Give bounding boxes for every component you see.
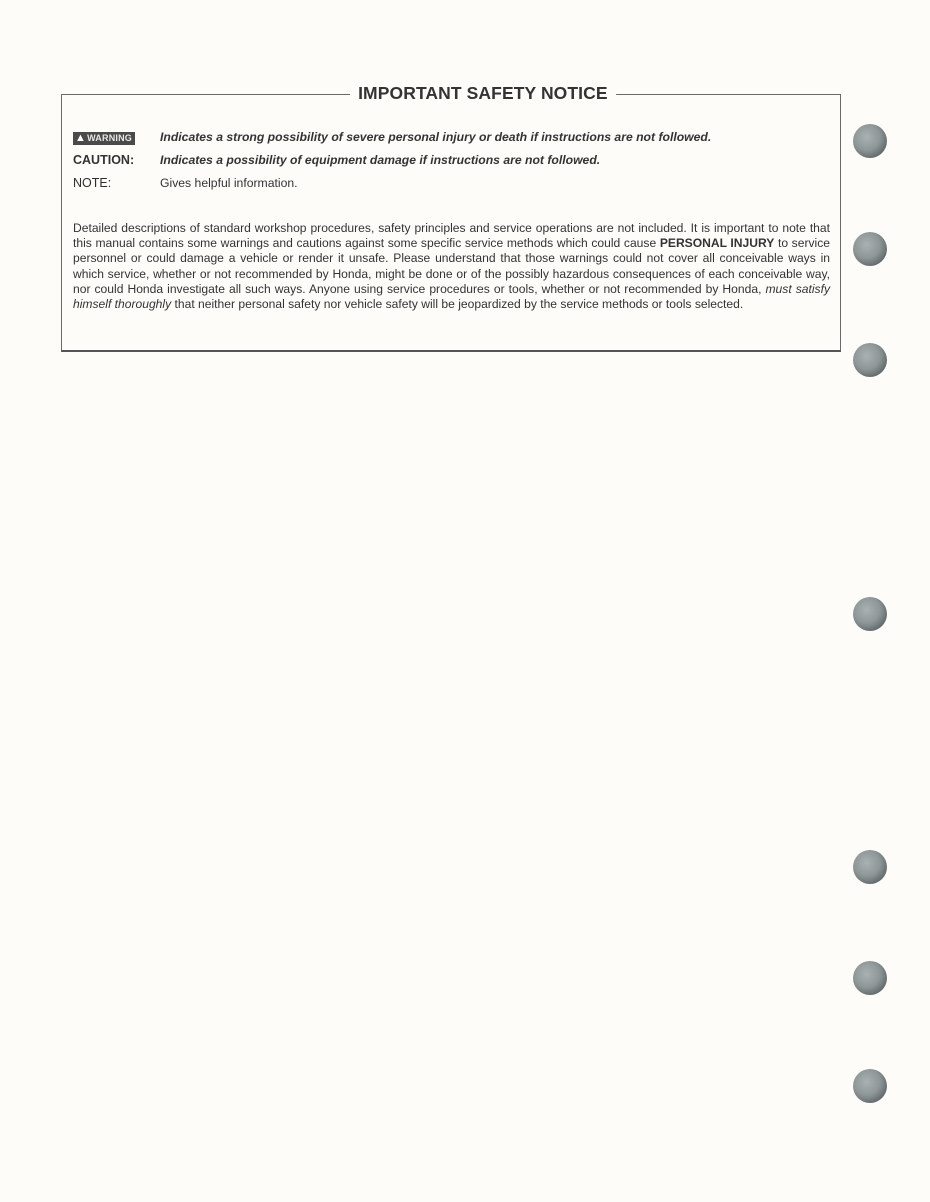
notice-body-paragraph: Detailed descriptions of standard workshop procedures, safety principles and service operations are not included. It is important to note that this manual contains some warnings and cautions against some specific service methods which could cause PERSONAL INJURY to service personnel or could damage a vehicle or render it unsafe. Please understand that those warnings could not cover all conceivable ways in which service, whether or not recommended by Honda, might be done or of the possibly hazardous consequences of each conceivable way, nor could Honda investigate all such ways. Anyone using service procedures or tools, whether or not recommended by Honda, must satisfy himself thoroughly that neither personal safety nor vehicle safety will be jeopardized by the service methods or tools selected. (73, 221, 830, 312)
caution-definition (73, 153, 600, 167)
binder-hole-icon (853, 232, 887, 266)
safety-notice-box (61, 83, 841, 352)
binder-hole-icon (853, 1069, 887, 1103)
must-satisfy-emphasis: must satisfy himself thoroughly (73, 281, 830, 312)
warning-definition (73, 130, 711, 145)
binder-hole-icon (853, 850, 887, 884)
notice-title: IMPORTANT SAFETY NOTICE (350, 83, 616, 104)
caution-term: CAUTION: (73, 153, 135, 167)
warning-triangle-icon: ▲ (75, 132, 87, 144)
warning-description: Indicates a strong possibility of severe personal injury or death if instructions are not followed. (160, 130, 712, 145)
note-definition (73, 176, 298, 190)
binder-hole-icon (853, 343, 887, 377)
note-term: NOTE: (73, 176, 112, 190)
caution-description: Indicates a possibility of equipment damage if instructions are not followed. (160, 153, 601, 167)
binder-hole-icon (853, 597, 887, 631)
binder-hole-icon (853, 124, 887, 158)
warning-term (73, 130, 160, 145)
binder-hole-icon (853, 961, 887, 995)
note-description: Gives helpful information. (160, 176, 298, 190)
personal-injury-emphasis: PERSONAL INJURY (659, 236, 775, 251)
warning-badge: ▲ WARNING (73, 132, 135, 145)
